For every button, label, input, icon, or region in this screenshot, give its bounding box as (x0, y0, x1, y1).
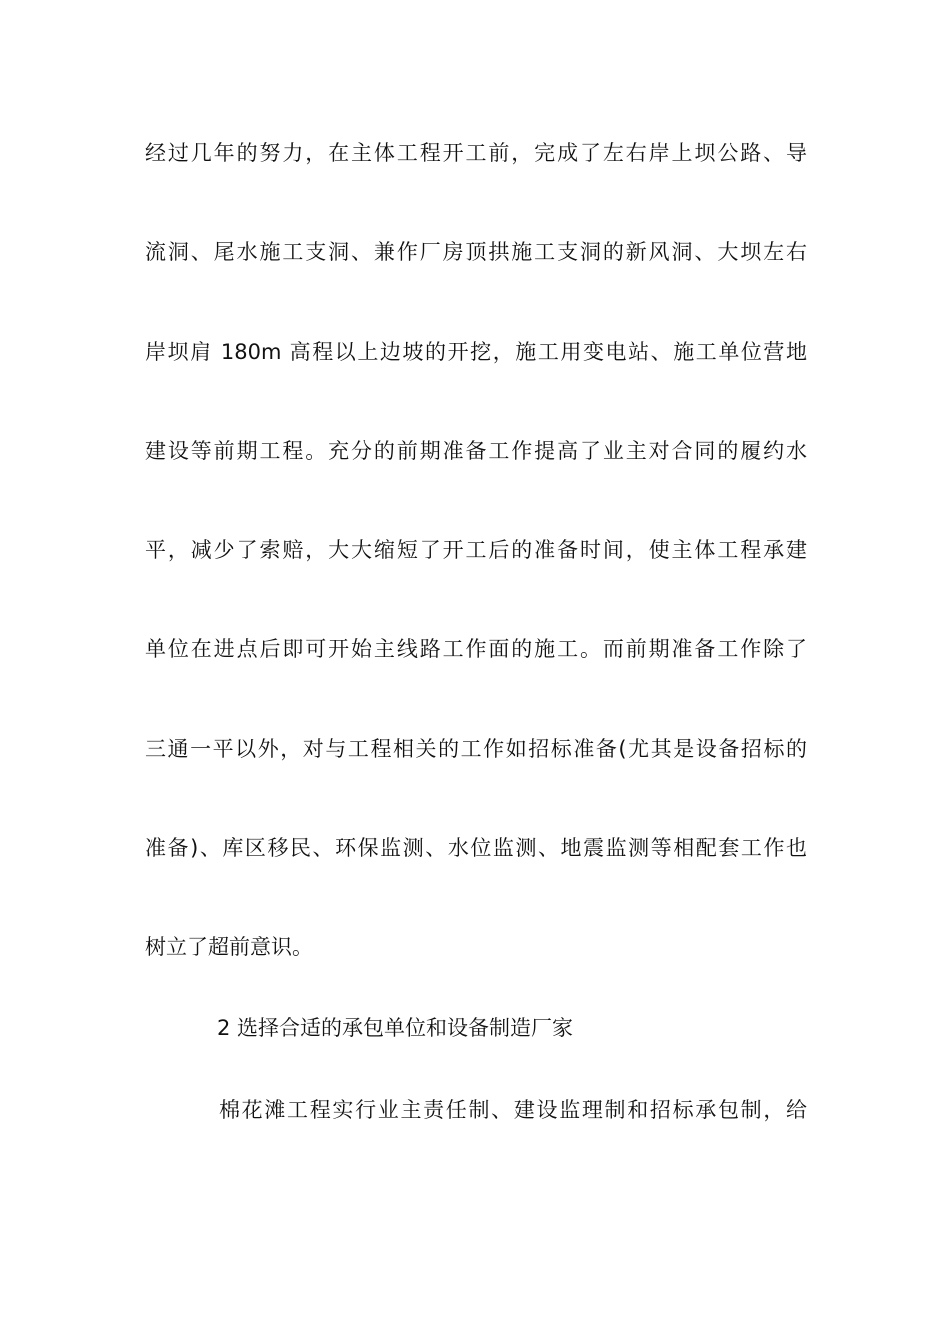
paragraph-line: 建设等前期工程。充分的前期准备工作提高了业主对合同的履约水 (145, 439, 807, 463)
paragraph-line: 流洞、尾水施工支洞、兼作厂房顶拱施工支洞的新风洞、大坝左右 (145, 240, 807, 264)
paragraph-line: 准备)、库区移民、环保监测、水位监测、地震监测等相配套工作也 (145, 836, 807, 860)
paragraph-line-indented: 棉花滩工程实行业主责任制、建设监理制和招标承包制，给 (219, 1098, 807, 1122)
section-heading: 2 选择合适的承包单位和设备制造厂家 (217, 1016, 574, 1040)
paragraph-line: 经过几年的努力，在主体工程开工前，完成了左右岸上坝公路、导 (145, 141, 807, 165)
paragraph-line: 单位在进点后即可开始主线路工作面的施工。而前期准备工作除了 (145, 637, 807, 661)
paragraph-line: 平，减少了索赔，大大缩短了开工后的准备时间，使主体工程承建 (145, 538, 807, 562)
paragraph-line: 三通一平以外，对与工程相关的工作如招标准备(尤其是设备招标的 (145, 737, 807, 761)
paragraph-line-last: 树立了超前意识。 (145, 935, 313, 959)
paragraph-line: 岸坝肩 180m 高程以上边坡的开挖，施工用变电站、施工单位营地 (145, 340, 807, 364)
